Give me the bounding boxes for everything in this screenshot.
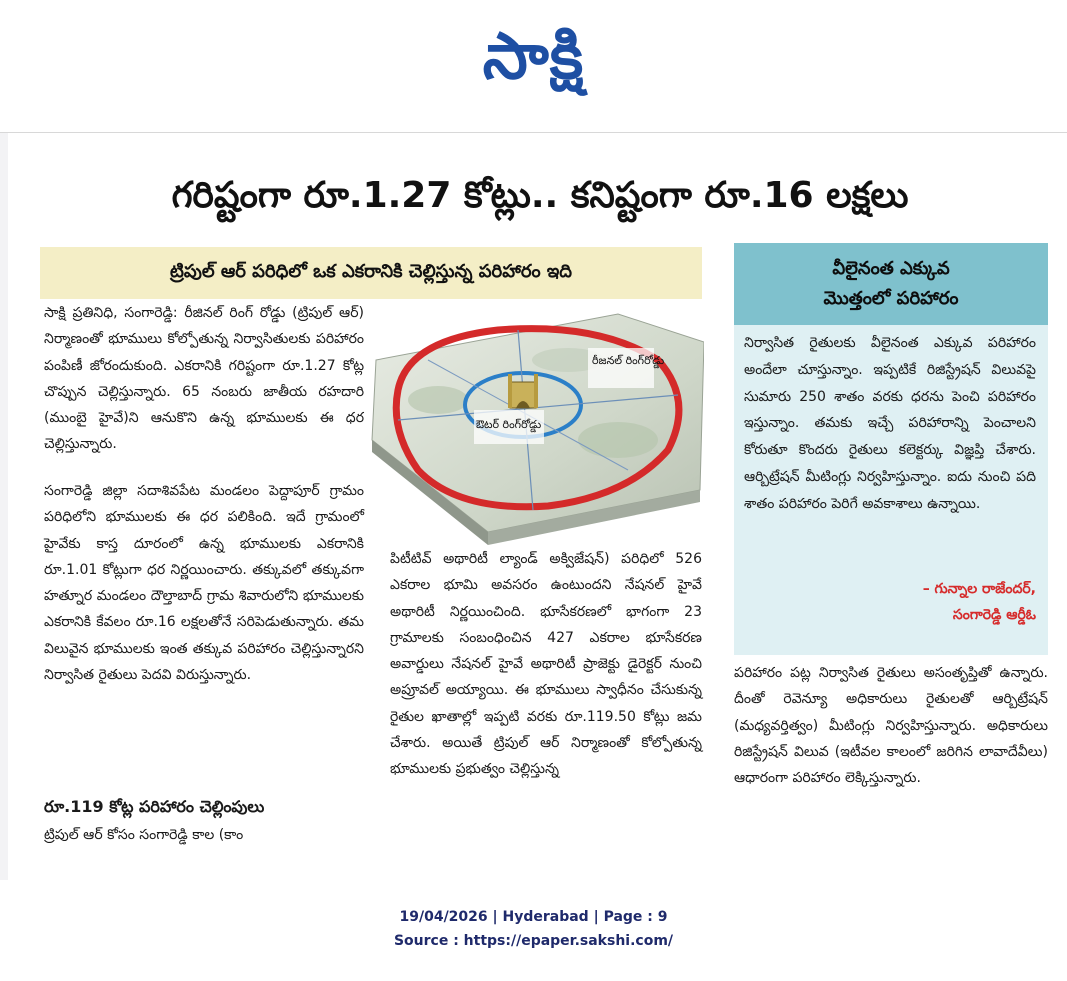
label-regional-ring-road xyxy=(588,348,664,388)
article-column-2: పిటీటివ్ అథారిటీ ల్యాండ్ అక్విజేషన్) పరిధిలో 526 ఎకరాల భూమి అవసరం ఉంటుందని నేషనల్ హైవే అథారిటీ నిర్ణయించింది. భూసేకరణలో భాగంగా 23 గ్రామాలకు సంబంధించిన 427 ఎకరాల భూసేకరణ అవార్డులు నేషనల్ హైవే అథారిటీ ప్రాజెక్టు డైరెక్టర్ నుంచి అప్రూవల్ అయ్యాయి. ఈ భూములు స్వాధీనం చేసుకున్న రైతుల ఖాతాల్లో ఇప్పటి వరకు రూ.119.50 కోట్లు జమ చేశారు. అయితే ట్రిపుల్ ఆర్ నిర్మాణంతో కోల్పోతున్న భూములకు ప్రభుత్వం చెల్లిస్తున్న xyxy=(390,551,702,778)
article-column-1-tail: ట్రిపుల్ ఆర్ కోసం సంగారెడ్డి కాల (కాం xyxy=(44,827,244,843)
label-outer-ring-road xyxy=(474,410,544,444)
article-headline: గరిష్టంగా రూ.1.27 కోట్లు.. కనిష్టంగా రూ.16 లక్షలు xyxy=(171,175,909,216)
map-terrain-patch xyxy=(408,386,468,414)
article-column-1-bottom: సంగారెడ్డి జిల్లా సదాశివపేట మండలం పెద్దాపూర్ గ్రామం పరిధిలోని భూములకు ఈ ధర పలికింది. ఇదే గ్రామంలో హైవేకు కాస్త దూరంలో ఉన్న భూములకు ఎకరానికి రూ.1.01 కోట్లుగా ధర నిర్ణయించారు. తక్కువలో తక్కువగా హత్నూర మండలం దౌల్తాబాద్ గ్రామ శివారులోని భూములకు ఎకరానికి కేవలం రూ.16 లక్షలతోనే సరిపెడుతున్నారు. తమ విలువైన భూములకు ఇంత తక్కువ పరిహారం చెల్లిస్తున్నారని నిర్వాసిత రైతులు పెదవి విరుస్తున్నారు. xyxy=(44,483,364,684)
sidebar-title-line-1: వీలైనంత ఎక్కువ xyxy=(832,258,950,279)
ring-road-map xyxy=(368,300,704,545)
sidebar-attribution xyxy=(744,576,1036,628)
sidebar-title-line-2: మొత్తంలో పరిహారం xyxy=(823,288,959,309)
article-column-1-top: సాక్షి ప్రతినిధి, సంగారెడ్డి: రీజినల్ రింగ్ రోడ్డు (ట్రిపుల్ ఆర్) నిర్మాణంతో భూములు కోల్పోతున్న నిర్వాసితులకు పరిహారం పంపిణీ జోరందుకుంది. ఎకరానికి గరిష్టంగా రూ.1.27 కోట్ల చొప్పున చెల్లిస్తున్నారు. 65 నంబరు జాతీయ రహదారి (ముంబై హైవే)ని ఆనుకొని ఉన్న భూములకు ఈ ధర చెల్లిస్తున్నారు. xyxy=(44,305,364,453)
sidebar-header xyxy=(734,243,1048,325)
sidebar-quote: నిర్వాసిత రైతులకు వీలైనంత ఎక్కువ పరిహారం అందేలా చూస్తున్నాం. ఇప్పటికే రిజిస్ట్రేషన్ విలువపై సుమారు 250 శాతం వరకు ధరను పెంచి పరిహారం ఇస్తున్నాం. తమకు ఇచ్చే పరిహారాన్ని పెంచాలని కోరుతూ కొందరు రైతులు కలెక్టర్కు విజ్ఞప్తి చేశారు. ఆర్బిట్రేషన్ మీటింగ్లు నిర్వహిస్తున్నాం. ఐదు నుంచి పది శాతం పరిహారం పెరిగే అవకాశాలు ఉన్నాయి. xyxy=(744,335,1036,512)
ring-road-map-graphic xyxy=(368,300,704,545)
label-regional-ring-road-text: రీజనల్ రింగ్‌రోడ్డు xyxy=(592,354,665,367)
sidebar-author-title: సంగారెడ్డి ఆర్డీఓ xyxy=(952,607,1036,623)
page-footer xyxy=(0,905,1067,953)
article-subhead xyxy=(40,247,702,299)
sidebar-author-name: – గున్నాల రాజేందర్, xyxy=(922,581,1036,597)
article-subhead-text: ట్రిపుల్ ఆర్ పరిధిలో ఒక ఎకరానికి చెల్లిస్తున్న పరిహారం ఇది xyxy=(169,260,572,282)
masthead-divider xyxy=(0,132,1067,133)
page-edge-strip xyxy=(0,132,8,880)
map-terrain-patch xyxy=(578,422,658,458)
masthead-logo: సాక్షి xyxy=(482,20,585,94)
footer-source-link[interactable]: Source : https://epaper.sakshi.com/ xyxy=(393,933,674,949)
article-section-heading: రూ.119 కోట్ల పరిహారం చెల్లింపులు xyxy=(44,797,265,816)
label-outer-ring-road-text: ఔటర్ రింగ్‌రోడ్డు xyxy=(476,418,542,431)
article-column-3: పరిహారం పట్ల నిర్వాసిత రైతులు అసంతృప్తితో ఉన్నారు. దీంతో రెవెన్యూ అధికారులు రైతులతో ఆర్బిట్రేషన్ (మధ్యవర్తిత్వం) మీటింగ్లు నిర్వహిస్తున్నారు. అధికారులు రిజిస్ట్రేషన్ విలువ (ఇటీవల కాలంలో జరిగిన లావాదేవీలు) ఆధారంగా పరిహారం లెక్కిస్తున్నారు. xyxy=(734,665,1048,787)
footer-date-edition: 19/04/2026 | Hyderabad | Page : 9 xyxy=(399,909,668,925)
